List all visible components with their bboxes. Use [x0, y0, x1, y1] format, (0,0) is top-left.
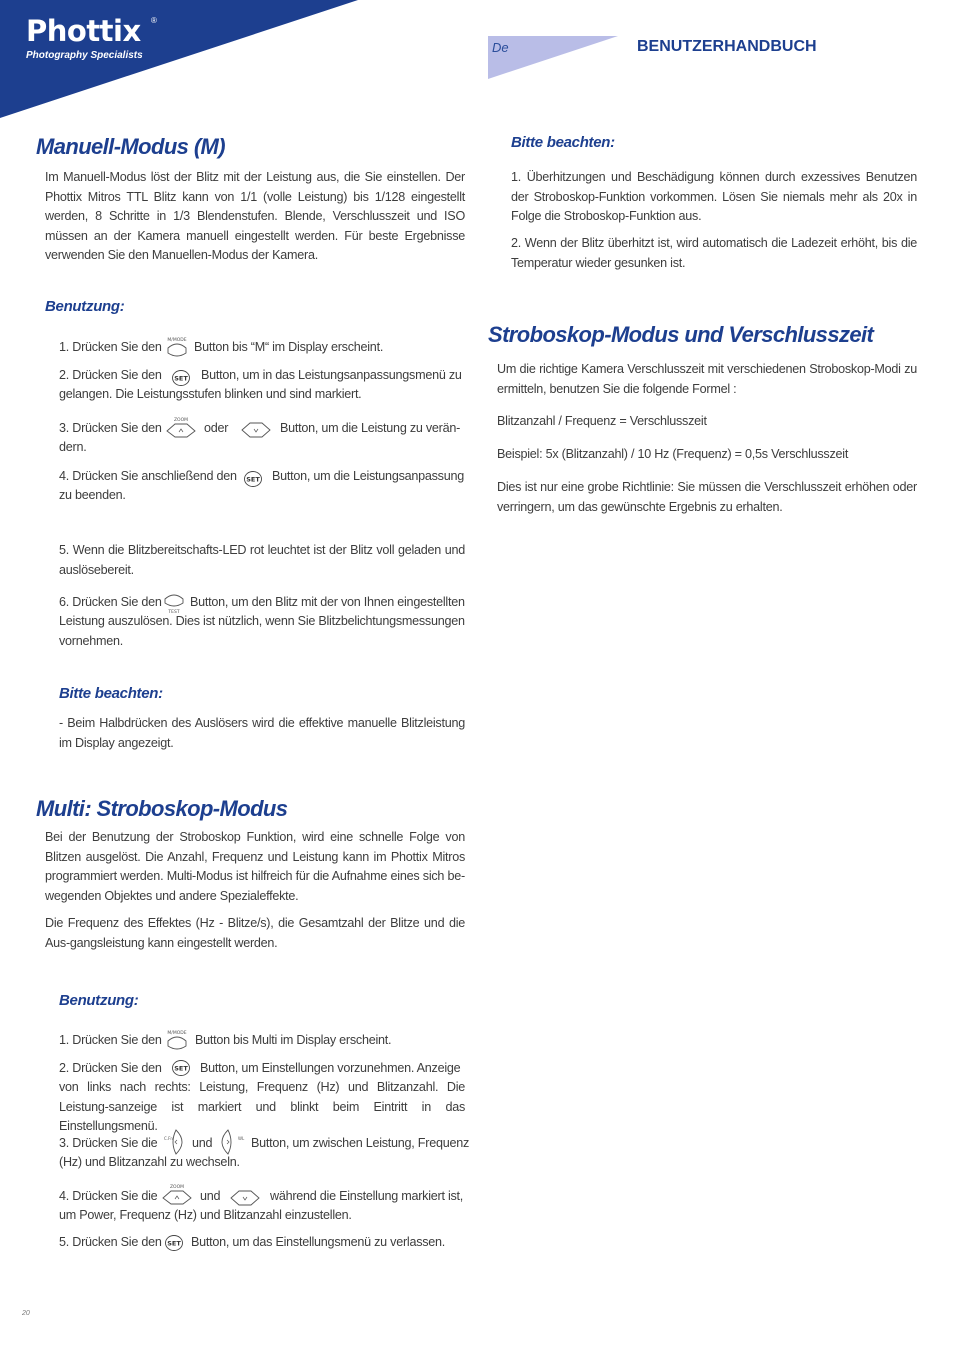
strobe-note-heading: Bitte beachten: — [511, 134, 615, 151]
manual-step5-text: 5. Wenn die Blitzbereitschafts-LED rot leuchtet ist der Blitz voll geladen und auslösebereit. — [59, 543, 465, 577]
svg-text:WL: WL — [238, 1136, 245, 1141]
set-button-icon — [171, 1059, 191, 1077]
manual-step3-or: oder — [204, 421, 229, 435]
multi-step3-text: 3. Drücken Sie die — [59, 1136, 158, 1150]
multi-step1-text-end: Button bis Multi im Display erscheint. — [195, 1033, 392, 1047]
registered-mark: ® — [151, 16, 157, 25]
manual-step3-text-end: dern. — [59, 440, 87, 454]
multi-step4-and: und — [200, 1189, 221, 1203]
manual-step6-text-end: Leistung auszulösen. Dies ist nützlich, wenn Sie Blitzbelichtungsmessungen vornehmen. — [59, 614, 465, 648]
brand-tagline: Photography Specialists — [26, 50, 143, 61]
multi-step3-and: und — [192, 1136, 213, 1150]
multi-step2-text-end: von links nach rechts: Leistung, Frequenz (Hz) und Blitzanzahl. Die Leistung-sanzeige ist markiert und blinkt beim Eintritt in das Einstellungsmenü. — [59, 1080, 465, 1133]
mode-button-icon — [164, 1028, 190, 1052]
manual-note-text: - Beim Halbdrücken des Auslösers wird die effektive manuelle Blitzleistung im Display angezeigt. — [59, 716, 465, 750]
manual-step4-text-end: zu beenden. — [59, 488, 126, 502]
multi-step2-text: 2. Drücken Sie den — [59, 1061, 162, 1075]
manual-step6-text: 6. Drücken Sie den — [59, 595, 162, 609]
strobe-guideline: Dies ist nur eine grobe Richtlinie: Sie müssen die Verschlusszeit erhöhen oder verringern, um das gewünschte Ergebnis zu erhalten. — [497, 480, 917, 514]
multi-step5-text-end: Button, um das Einstellungsmenü zu verlassen. — [191, 1235, 446, 1249]
section-title-strobe-shutter: Stroboskop-Modus und Verschlusszeit — [488, 322, 874, 347]
manual-mode-intro: Im Manuell-Modus löst der Blitz mit der Leistung aus, die Sie einstellen. Der Phottix Mitros TTL Blitz kann von 1/1 (volle Leistung) bis 1/128 eingestellt werden, 8 Schritte in 1/3 Blendenstufen. Blende, Verschlusszeit und ISO müssen an der Kamera manuell eingestellt werden. Für beste Ergebnisse verwenden Sie den Manuellen-Modus der Kamera. — [45, 170, 465, 262]
set-button-icon — [164, 1234, 184, 1252]
svg-text:M/MODE: M/MODE — [167, 338, 187, 343]
svg-text:ZOOM: ZOOM — [173, 418, 189, 423]
strobe-formula: Blitzanzahl / Frequenz = Verschlusszeit — [497, 414, 707, 428]
manual-step2-text-cont: Button, um in das Leistungsanpassungsmenü zu — [201, 368, 462, 382]
multi-usage-heading: Benutzung: — [59, 992, 139, 1009]
multi-step4-text: 4. Drücken Sie die — [59, 1189, 158, 1203]
multi-mode-settings-text: Die Frequenz des Effektes (Hz - Blitze/s), die Gesamtzahl der Blitze und die Aus-gangsleistung kann eingestellt werden. — [45, 916, 465, 950]
zoom-up-button-icon — [161, 1183, 193, 1207]
multi-step1-text: 1. Drücken Sie den — [59, 1033, 162, 1047]
svg-text:SET: SET — [246, 475, 260, 484]
manual-step4-text: 4. Drücken Sie anschließend den — [59, 469, 237, 483]
manual-step3-text: 3. Drücken Sie den — [59, 421, 162, 435]
multi-mode-intro: Bei der Benutzung der Stroboskop Funktion, wird eine schnelle Folge von Blitzen ausgelöst. Die Anzahl, Frequenz und Leistung kann im Phottix Mitros programmiert werden. Multi-Modus ist hilfreich für die Aufnahme eines sich be-wegenden Objektes und andere Spezialeffekte. — [45, 830, 465, 903]
zoom-up-button-icon — [165, 416, 197, 440]
manual-step2-text-end: gelangen. Die Leistungsstufen blinken und sind markiert. — [59, 387, 362, 401]
strobe-note-1: 1. Überhitzungen und Beschädigung können durch exzessives Benutzen der Stroboskop-Funktion vorkommen. Lösen Sie niemals mehr als 20x in Folge die Stroboskop-Funktion aus. — [511, 170, 917, 223]
manual-step6-text-cont: Button, um den Blitz mit der von Ihnen eingestellten — [190, 595, 465, 609]
multi-step4-text-cont: während die Einstellung markiert ist, — [270, 1189, 464, 1203]
multi-step3-text-cont: Button, um zwischen Leistung, Frequenz — [251, 1136, 470, 1150]
multi-step4-text-end: um Power, Frequenz (Hz) und Blitzanzahl einzustellen. — [59, 1208, 352, 1222]
mode-button-icon — [164, 335, 190, 359]
multi-step3-text-end: (Hz) und Blitzanzahl zu wechseln. — [59, 1155, 240, 1169]
multi-step2-text-cont: Button, um Einstellungen vorzunehmen. Anzeige — [200, 1061, 461, 1075]
left-arrow-button-icon — [158, 1128, 186, 1156]
svg-text:C.Fn: C.Fn — [164, 1136, 173, 1141]
svg-text:TEST: TEST — [168, 610, 180, 615]
section-title-manual-mode: Manuell-Modus (M) — [36, 134, 225, 159]
right-arrow-button-icon — [218, 1128, 248, 1156]
manual-step1-text-end: Button bis “M“ im Display erscheint. — [194, 340, 384, 354]
manual-note-heading: Bitte beachten: — [59, 685, 163, 702]
manual-step3-text-cont: Button, um die Leistung zu verän- — [280, 421, 461, 435]
language-label: De — [492, 40, 509, 55]
multi-step5-text: 5. Drücken Sie den — [59, 1235, 162, 1249]
manual-step4-text-cont: Button, um die Leistungsanpassung — [272, 469, 464, 483]
svg-text:M/MODE: M/MODE — [167, 1031, 187, 1036]
svg-text:SET: SET — [174, 1064, 188, 1073]
manual-usage-heading: Benutzung: — [45, 298, 125, 315]
zoom-down-button-icon — [240, 420, 272, 440]
section-title-multi-mode: Multi: Stroboskop-Modus — [36, 796, 288, 821]
set-button-icon — [243, 470, 263, 488]
page-number: 20 — [22, 1310, 30, 1317]
svg-text:SET: SET — [167, 1239, 181, 1248]
manual-step1-text: 1. Drücken Sie den — [59, 340, 162, 354]
brand-logo: Phottix — [26, 14, 141, 48]
svg-text:ZOOM: ZOOM — [169, 1185, 185, 1190]
zoom-down-button-icon — [229, 1188, 261, 1208]
strobe-note-2: 2. Wenn der Blitz überhitzt ist, wird automatisch die Ladezeit erhöht, bis die Temperatur wieder gesunken ist. — [511, 236, 917, 270]
document-title: BENUTZERHANDBUCH — [637, 38, 817, 55]
strobe-shutter-intro: Um die richtige Kamera Verschlusszeit mit verschiedenen Stroboskop-Modi zu ermitteln, benutzen Sie die folgende Formel : — [497, 362, 917, 396]
strobe-example: Beispiel: 5x (Blitzanzahl) / 10 Hz (Frequenz) = 0,5s Verschlusszeit — [497, 447, 849, 461]
svg-text:SET: SET — [174, 374, 188, 383]
manual-step2-text: 2. Drücken Sie den — [59, 368, 162, 382]
